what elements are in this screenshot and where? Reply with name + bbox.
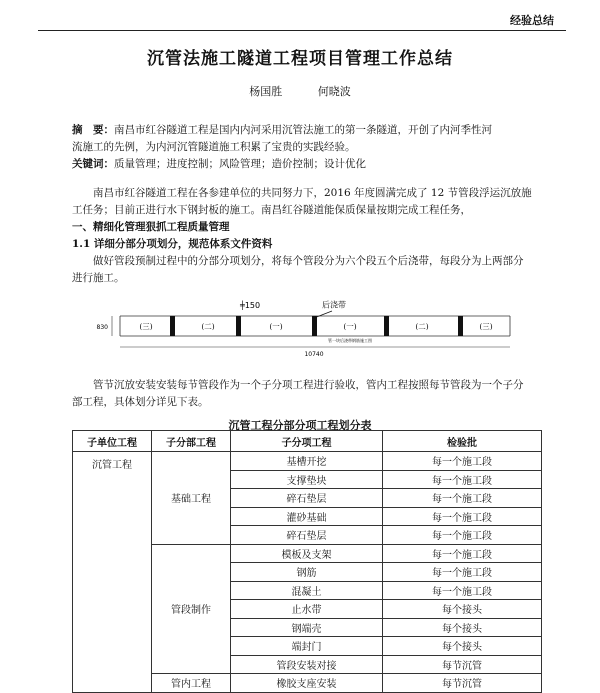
header-section-tag: 经验总结	[510, 14, 554, 27]
cell-item: 橡胶支座安装	[231, 674, 383, 693]
cell-item: 支撑垫块	[231, 470, 383, 489]
division-table	[72, 430, 542, 693]
cell-item: 灌砂基础	[231, 507, 383, 526]
cell-batch: 每一个施工段	[383, 507, 542, 526]
cell-division: 管段制作	[152, 544, 231, 674]
cell-item: 基槽开挖	[231, 452, 383, 471]
cell-item: 端封门	[231, 637, 383, 656]
intro-line-1: 南昌市红谷隧道工程在各参建单位的共同努力下，2016 年度圆满完成了 12 节管段浮运沉放施	[93, 187, 532, 199]
dim-bottom-text: 10740	[304, 351, 324, 358]
table-row	[73, 452, 542, 471]
cell-batch: 每节沉管	[383, 674, 542, 693]
callout-label: 后浇带	[322, 300, 346, 310]
cell-item: 混凝土	[231, 581, 383, 600]
para2-line-1: 做好管段预制过程中的分部分项划分，将每个管段分为六个段五个后浇带，每段分为上两部分	[93, 255, 524, 267]
abstract-line-1: 南昌市红谷隧道工程是国内内河采用沉管法施工的第一条隧道，开创了内河季性河	[114, 124, 492, 136]
cell-batch: 每节沉管	[383, 655, 542, 674]
author-2: 何晓波	[317, 85, 351, 98]
segment-label-3: (一)	[269, 322, 283, 331]
cell-batch: 每一个施工段	[383, 544, 542, 563]
para3-line-2: 部工程，具体划分详见下表。	[72, 396, 209, 408]
cell-unit: 沉管工程	[73, 452, 152, 693]
segment-diagram-svg	[96, 298, 520, 358]
table-header-row	[73, 431, 542, 452]
cell-batch: 每一个施工段	[383, 581, 542, 600]
segment-label-6: (三)	[479, 322, 493, 331]
section-heading-1-1: 1.1 详细分部分项划分，规范体系文件资料	[72, 238, 273, 250]
abstract-line-2: 流施工的先例，为内河沉管隧道施工积累了宝贵的实践经验。	[72, 141, 356, 153]
pour-strip-1	[170, 316, 175, 336]
segment-label-4: (一)	[343, 322, 357, 331]
article-title: 沉管法施工隧道工程项目管理工作总结	[147, 49, 453, 69]
segment-label-1: (三)	[139, 322, 153, 331]
author-1: 杨国胜	[249, 85, 283, 98]
cell-batch: 每个接头	[383, 637, 542, 656]
pour-strip-5	[458, 316, 463, 336]
para3-line-1: 管节沉放安装安装每节管段作为一个子分项工程进行验收，管内工程按照每节管段为一个子分	[93, 379, 524, 391]
pour-strip-3	[312, 316, 317, 336]
abstract	[72, 122, 542, 173]
cell-batch: 每一个施工段	[383, 489, 542, 508]
cell-item: 钢筋	[231, 563, 383, 582]
center-label: 管一块后浇带钢筋施工图	[328, 338, 372, 343]
cell-item: 碎石垫层	[231, 489, 383, 508]
table-body	[73, 452, 542, 693]
header-rule	[38, 30, 566, 31]
segment-diagram	[96, 298, 520, 358]
cell-batch: 每一个施工段	[383, 470, 542, 489]
table-caption: 沉管工程分部分项工程划分表	[228, 419, 372, 432]
intro-line-2: 工任务；目前正进行水下钢封板的施工。南昌红谷隧道能保质保量按期完成工程任务，	[72, 204, 471, 216]
intro-paragraph	[72, 185, 542, 287]
keywords-label: 关键词：	[72, 158, 114, 170]
cell-batch: 每一个施工段	[383, 452, 542, 471]
authors	[0, 83, 600, 99]
col-header-item: 子分项工程	[231, 431, 383, 452]
cell-item: 管段安装对接	[231, 655, 383, 674]
para2-line-2: 进行施工。	[72, 272, 125, 284]
abstract-label: 摘 要：	[72, 124, 114, 136]
cell-batch: 每个接头	[383, 618, 542, 637]
cell-division: 基础工程	[152, 452, 231, 545]
cell-batch: 每一个施工段	[383, 563, 542, 582]
cell-batch: 每一个施工段	[383, 526, 542, 545]
keywords-text: 质量管理；进度控制；风险管理；造价控制；设计优化	[114, 158, 366, 170]
dim-left-text: 830	[96, 324, 108, 331]
segment-label-5: (二)	[415, 322, 429, 331]
segment-label-2: (二)	[201, 322, 215, 331]
cell-item: 碎石垫层	[231, 526, 383, 545]
cell-batch: 每个接头	[383, 600, 542, 619]
cell-item: 止水带	[231, 600, 383, 619]
para3	[72, 377, 542, 411]
pour-strip-2	[236, 316, 241, 336]
cell-division: 管内工程	[152, 674, 231, 693]
col-header-batch: 检验批	[383, 431, 542, 452]
cell-item: 钢端壳	[231, 618, 383, 637]
col-header-division: 子分部工程	[152, 431, 231, 452]
dim-top-text: ╪150	[240, 301, 261, 310]
cell-item: 模板及支架	[231, 544, 383, 563]
section-heading-1: 一、精细化管理狠抓工程质量管理	[72, 221, 230, 233]
col-header-unit: 子单位工程	[73, 431, 152, 452]
pour-strip-4	[384, 316, 389, 336]
